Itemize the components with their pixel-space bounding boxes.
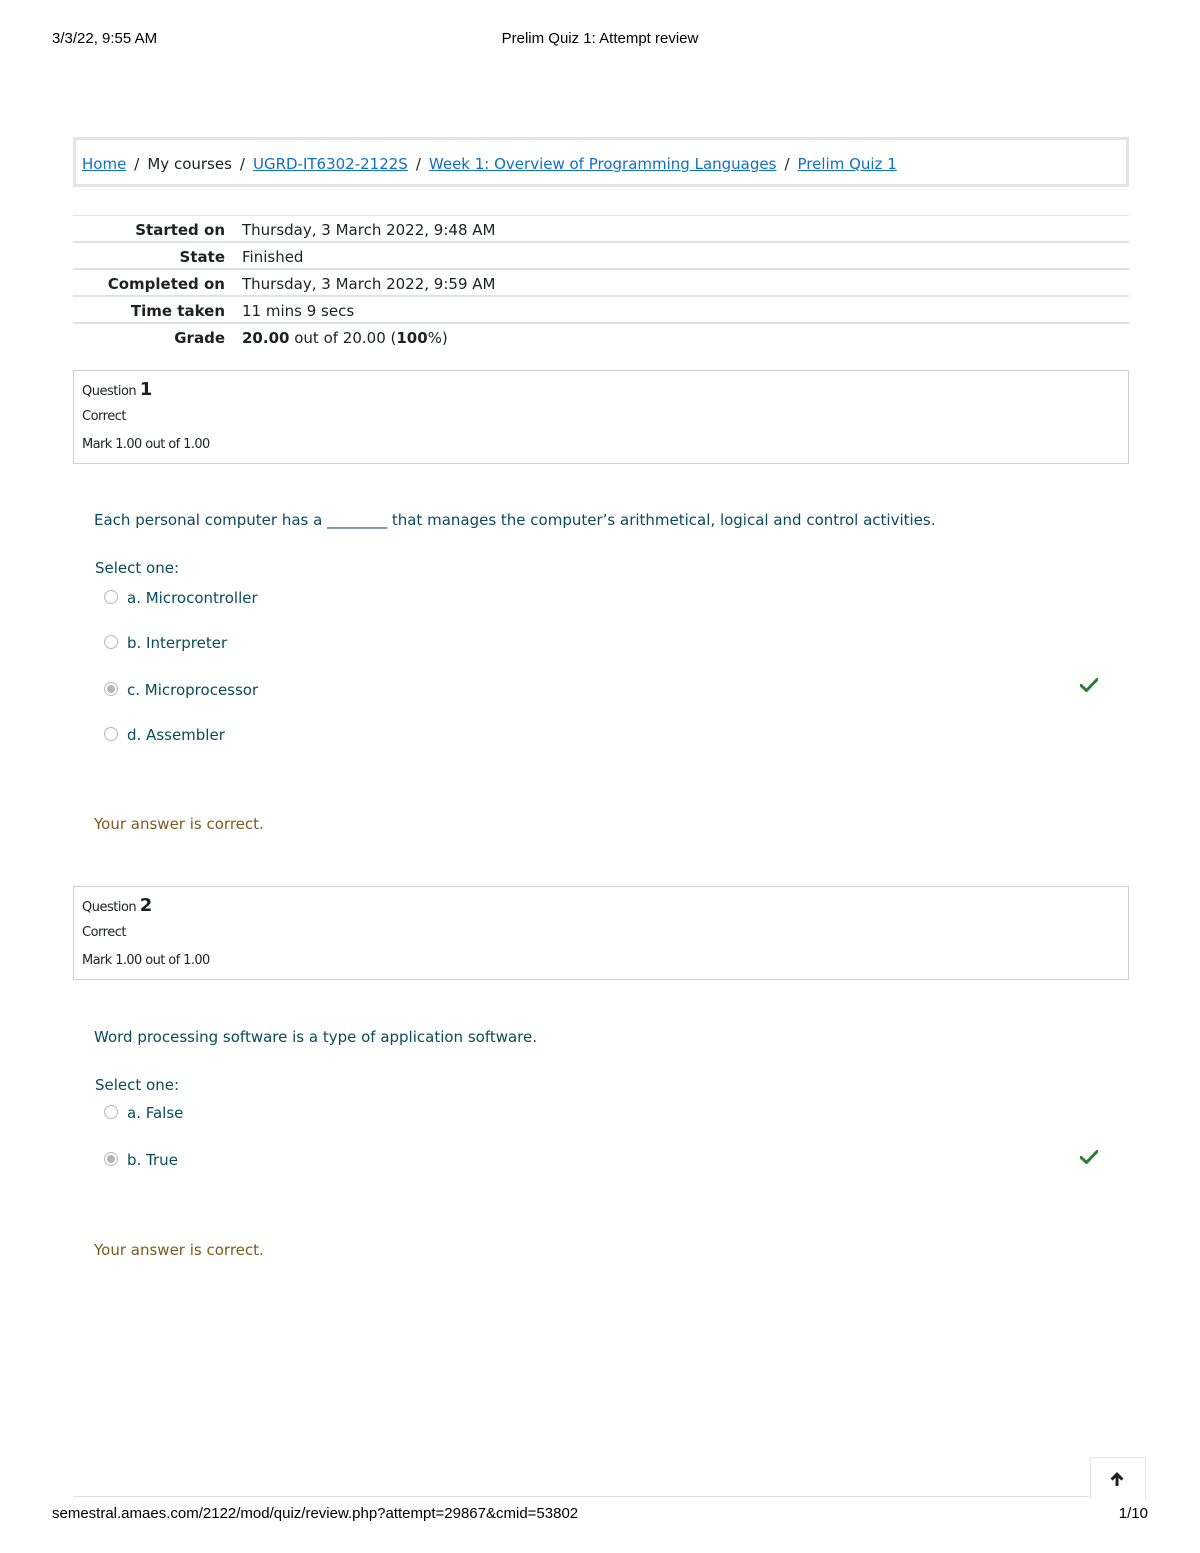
- grade-out-of: out of 20.00 (: [294, 329, 397, 347]
- option-label: c. Microprocessor: [127, 681, 259, 699]
- grade-percent-suffix: %): [427, 329, 448, 347]
- back-to-top-button[interactable]: [1090, 1457, 1146, 1500]
- question-2-feedback: Your answer is correct.: [94, 1241, 264, 1259]
- breadcrumb-separator: /: [415, 155, 421, 173]
- select-one-label: Select one:: [95, 1076, 180, 1094]
- summary-row-grade: [73, 322, 1129, 354]
- breadcrumb-separator: /: [784, 155, 790, 173]
- question-2-info: [73, 886, 1129, 980]
- question-1-info: [73, 370, 1129, 464]
- attempt-summary-table: [73, 215, 1129, 354]
- summary-label: Completed on: [107, 275, 225, 293]
- question-number: 2: [139, 895, 153, 916]
- radio-button-selected[interactable]: [104, 1152, 118, 1166]
- option-label: a. False: [127, 1104, 184, 1122]
- summary-value: Thursday, 3 March 2022, 9:48 AM: [242, 221, 496, 239]
- radio-button-selected[interactable]: [104, 682, 118, 696]
- option-label: d. Assembler: [127, 726, 225, 744]
- breadcrumb-week-link[interactable]: Week 1: Overview of Programming Languages: [428, 155, 777, 173]
- option-label: b. True: [127, 1151, 178, 1169]
- breadcrumb-bar: [73, 137, 1129, 187]
- print-title: Prelim Quiz 1: Attempt review: [501, 30, 699, 47]
- question-1-text: Each personal computer has a ________ that manages the computer’s arithmetical, logical and control activities.: [94, 511, 936, 529]
- question-label: Question: [82, 900, 137, 915]
- grade-score: 20.00: [242, 329, 290, 347]
- arrow-up-icon: [1109, 1471, 1125, 1487]
- select-one-label: Select one:: [95, 559, 180, 577]
- radio-button[interactable]: [104, 727, 118, 741]
- radio-button[interactable]: [104, 590, 118, 604]
- question-title: [82, 895, 152, 916]
- grade-percent: 100: [396, 329, 428, 347]
- breadcrumb-separator: /: [239, 155, 245, 173]
- check-icon: [1080, 678, 1098, 692]
- print-url: semestral.amaes.com/2122/mod/quiz/review.php?attempt=29867&cmid=53802: [52, 1505, 579, 1522]
- print-footer: [52, 1505, 1148, 1525]
- question-state: Correct: [82, 925, 126, 940]
- print-header: [52, 30, 1148, 50]
- summary-label: Grade: [174, 329, 225, 347]
- summary-label: Time taken: [130, 302, 225, 320]
- breadcrumb-course-link[interactable]: UGRD-IT6302-2122S: [252, 155, 408, 173]
- breadcrumb-separator: /: [134, 155, 140, 173]
- summary-label: State: [179, 248, 225, 266]
- footer-divider: [73, 1496, 1089, 1497]
- radio-button[interactable]: [104, 1105, 118, 1119]
- option-label: b. Interpreter: [127, 634, 228, 652]
- breadcrumb-quiz-link[interactable]: Prelim Quiz 1: [797, 155, 897, 173]
- question-number: 1: [139, 379, 153, 400]
- summary-value: Thursday, 3 March 2022, 9:59 AM: [242, 275, 496, 293]
- question-label: Question: [82, 384, 137, 399]
- option-label: a. Microcontroller: [127, 589, 258, 607]
- breadcrumb: [82, 155, 897, 173]
- check-icon: [1080, 1150, 1098, 1164]
- question-mark: Mark 1.00 out of 1.00: [82, 953, 210, 968]
- breadcrumb-my-courses: My courses: [147, 155, 232, 173]
- breadcrumb-home-link[interactable]: Home: [82, 155, 127, 173]
- question-1-feedback: Your answer is correct.: [94, 815, 264, 833]
- summary-value: 11 mins 9 secs: [242, 302, 355, 320]
- print-page-number: 1/10: [1118, 1505, 1148, 1522]
- question-mark: Mark 1.00 out of 1.00: [82, 437, 210, 452]
- grade-value: [242, 329, 448, 347]
- question-state: Correct: [82, 409, 126, 424]
- print-datetime: 3/3/22, 9:55 AM: [52, 30, 158, 47]
- question-2-text: Word processing software is a type of application software.: [94, 1028, 538, 1046]
- summary-row-started: [73, 215, 1129, 241]
- summary-row-state: [73, 241, 1129, 268]
- summary-label: Started on: [135, 221, 225, 239]
- summary-row-time-taken: [73, 295, 1129, 322]
- radio-button[interactable]: [104, 635, 118, 649]
- summary-value: Finished: [242, 248, 304, 266]
- question-title: [82, 379, 152, 400]
- summary-row-completed: [73, 268, 1129, 295]
